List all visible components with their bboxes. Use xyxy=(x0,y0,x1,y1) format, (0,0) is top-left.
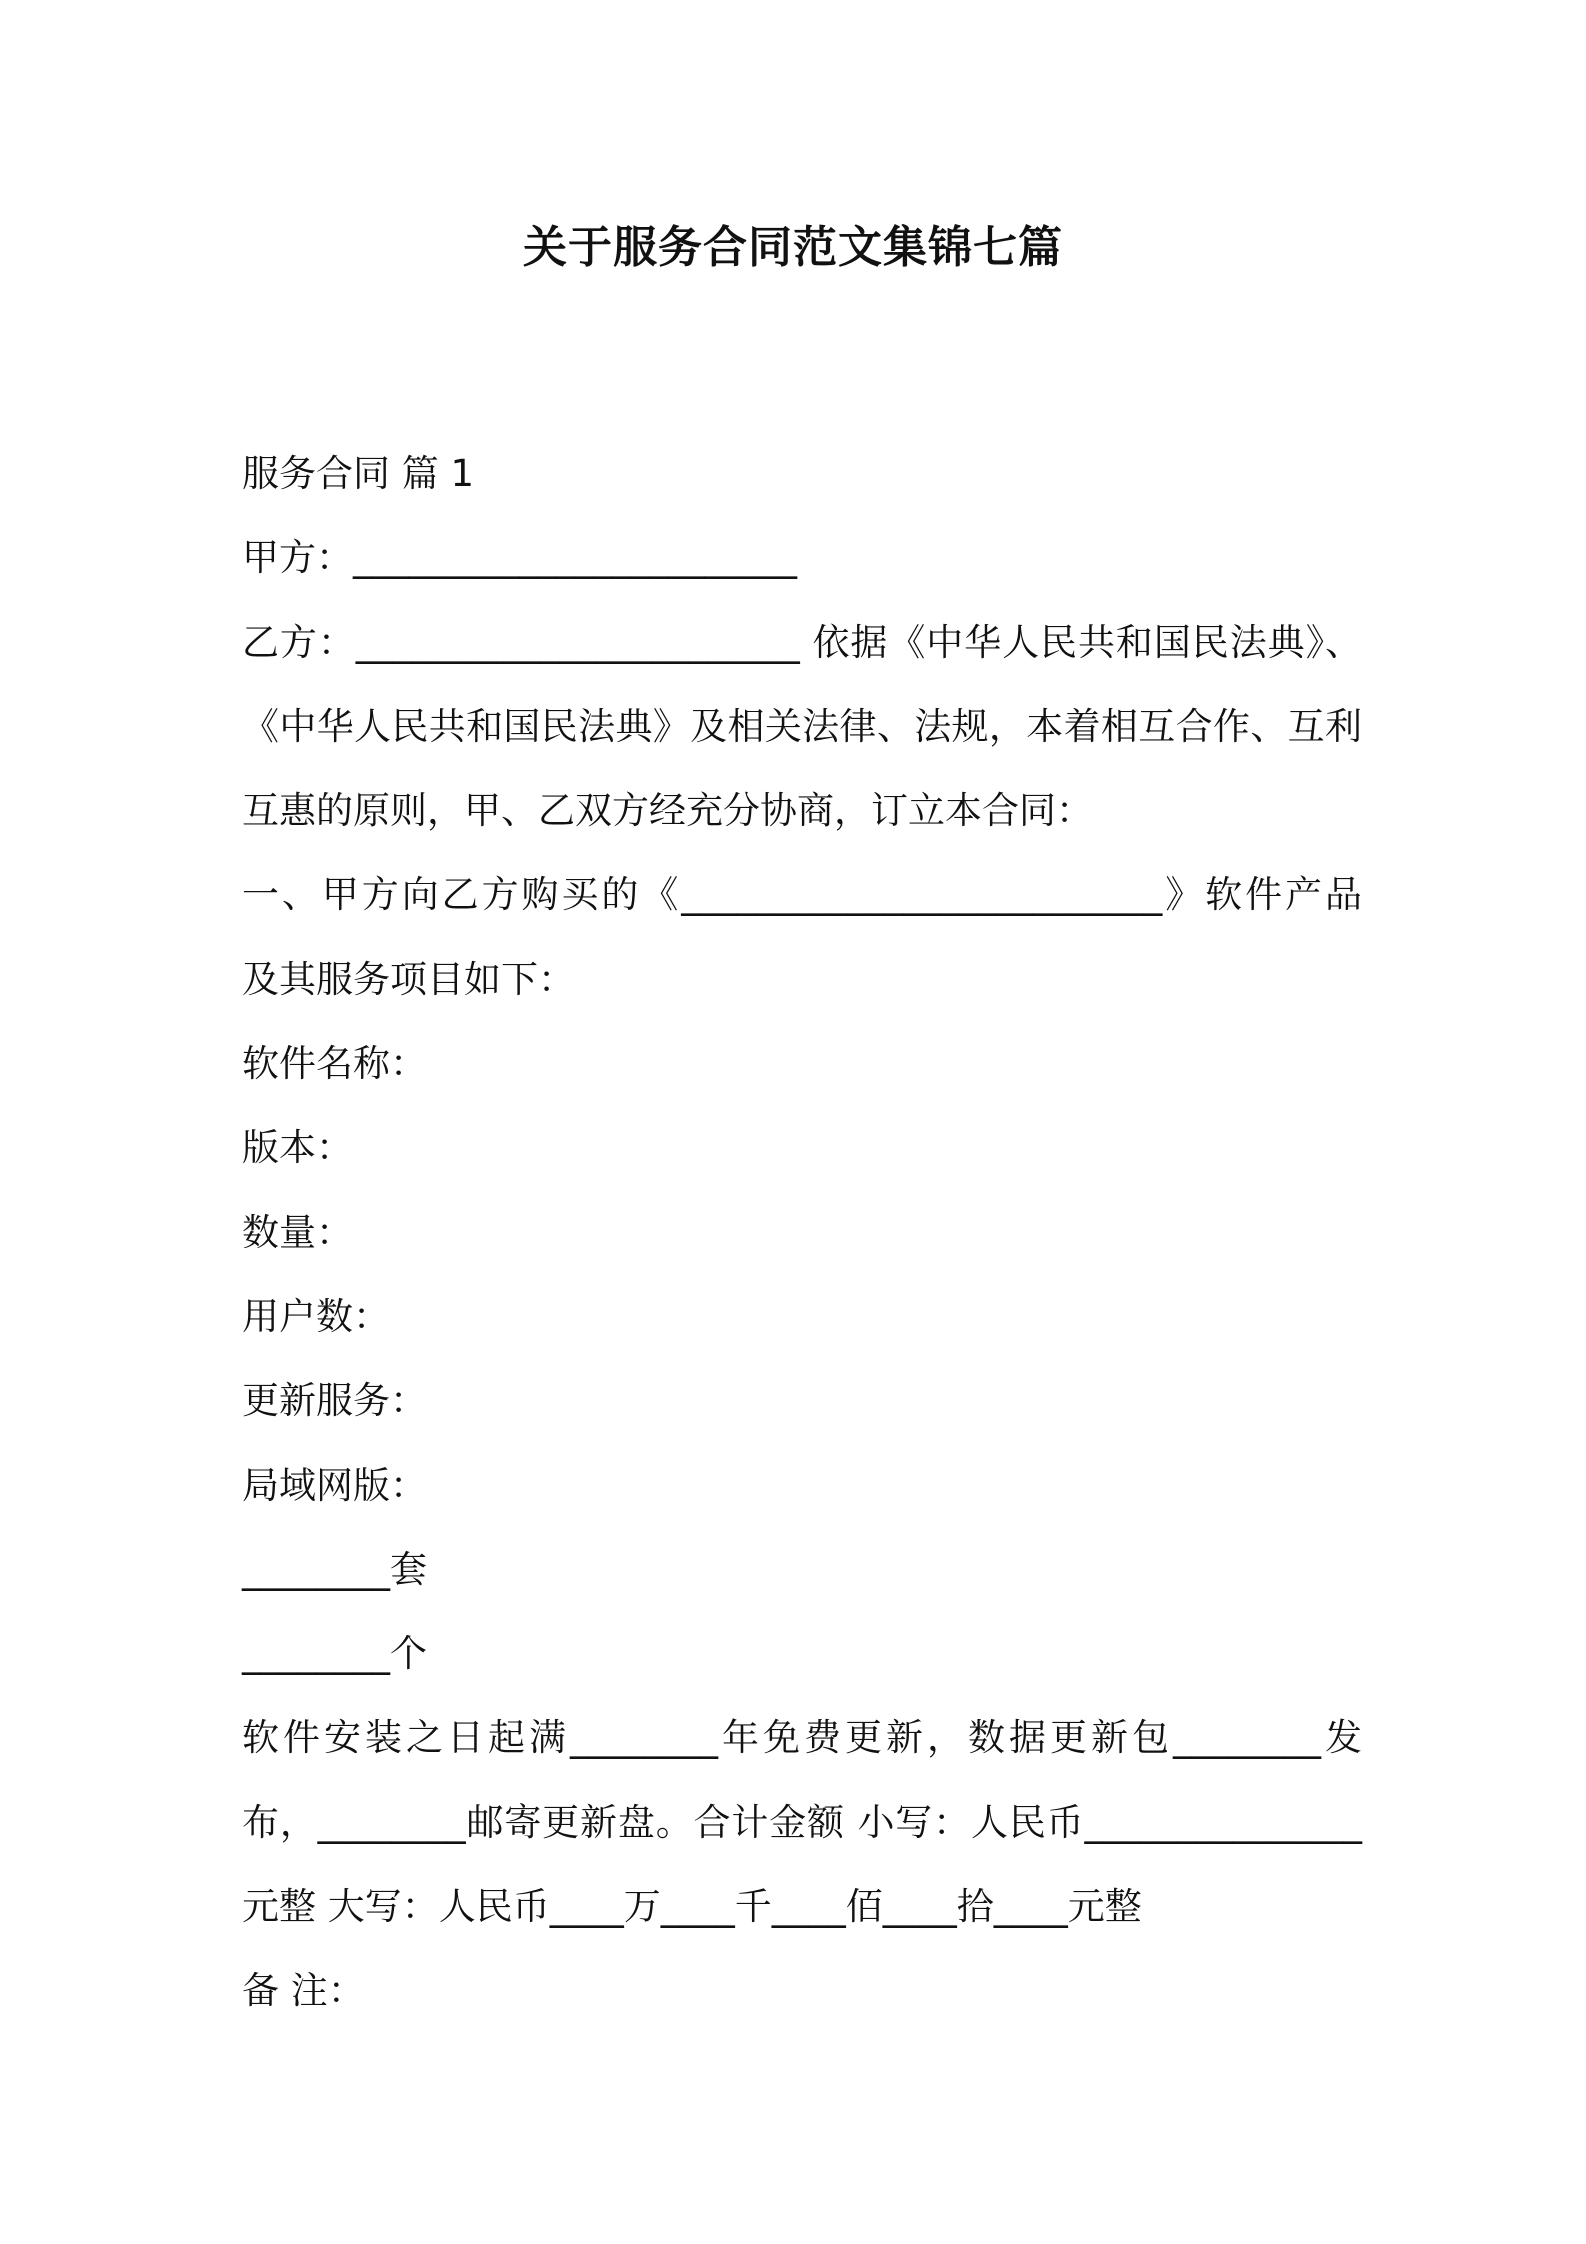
update-terms-line: 软件安装之日起满________年免费更新，数据更新包________发 xyxy=(242,1716,1362,1760)
amount-capital-line: 元整 大写：人民币____万____千____佰____拾____元整 xyxy=(242,1885,1142,1929)
amount-line: 布，________邮寄更新盘。合计金额 小写：人民币_______________ xyxy=(242,1800,1362,1844)
remarks-field: 备 注： xyxy=(242,1969,365,2013)
body-text-line: 及其服务项目如下： xyxy=(242,957,575,1001)
document-title: 关于服务合同范文集锦七篇 xyxy=(523,222,1063,273)
update-service-field: 更新服务： xyxy=(242,1379,427,1423)
software-name-field: 软件名称： xyxy=(242,1042,427,1086)
lan-version-field: 局域网版： xyxy=(242,1463,427,1507)
body-text-line: 《中华人民共和国民法典》及相关法律、法规，本着相互合作、互利 xyxy=(242,704,1362,748)
version-field: 版本： xyxy=(242,1126,353,1170)
quantity-field: 数量： xyxy=(242,1210,353,1254)
set-count-blank: ________套 xyxy=(242,1547,427,1591)
party-a-line: 甲方：________________________ xyxy=(242,536,797,580)
user-count-field: 用户数： xyxy=(242,1294,390,1338)
unit-count-blank: ________个 xyxy=(242,1632,427,1676)
section-heading: 服务合同 篇 1 xyxy=(242,452,475,495)
clause-one-line: 一、甲方向乙方购买的《__________________________》软件产品 xyxy=(242,873,1362,917)
party-b-line: 乙方：________________________ 依据《中华人民共和国民法典》、 xyxy=(242,620,1362,664)
document-body xyxy=(242,450,1362,2052)
body-text-line: 互惠的原则，甲、乙双方经充分协商，订立本合同： xyxy=(242,789,1093,833)
